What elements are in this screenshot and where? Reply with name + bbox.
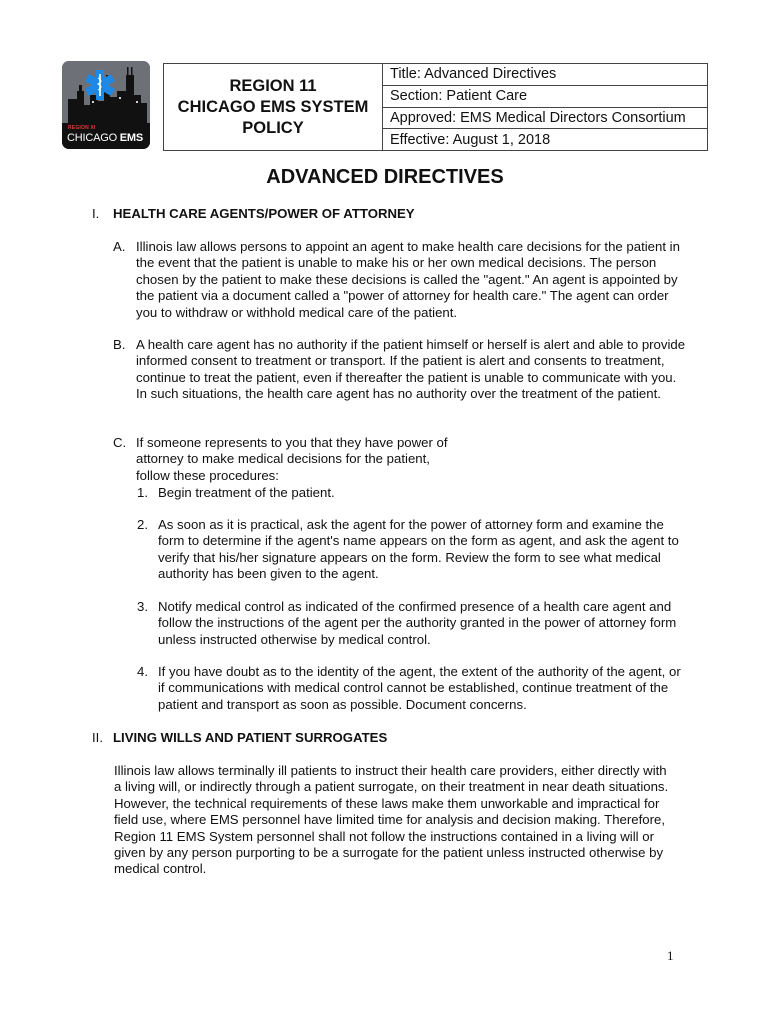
section-number: I. (92, 206, 100, 221)
item-marker: A. (113, 239, 126, 254)
list-item (113, 239, 688, 321)
step-item (137, 485, 682, 501)
document-title: ADVANCED DIRECTIVES (266, 166, 504, 188)
step-item (137, 664, 682, 713)
item-text: A health care agent has no authority if the patient himself or herself is alert and able to provide informed consent to treatment or transport. If the patient is alert and consents to treatment, continue to treat the patient, even if thereafter the patient is unable to communicate with you. In such situations, the health care agent has no authority over the treatment of the patient. (136, 337, 686, 402)
item-text: Illinois law allows persons to appoint an agent to make health care decisions for the patient in the event that the patient is unable to make his or her own medical decisions. The person chosen by the patient to make these decisions is called the "agent." An agent is appointed by the patient via a document called a "power of attorney for health care." The agent can order you to withdraw or withhold medical care of the patient. (136, 239, 680, 320)
item-marker: B. (113, 337, 126, 352)
policy-approved: Approved: EMS Medical Directors Consortium (383, 108, 707, 130)
logo-city-text: CHICAGO EMS (67, 132, 144, 144)
list-item (113, 435, 688, 484)
chicago-ems-logo (62, 61, 150, 149)
step-text: Begin treatment of the patient. (158, 485, 335, 500)
item-marker: C. (113, 435, 127, 450)
page-number: 1 (667, 948, 674, 963)
policy-system-name (164, 64, 383, 150)
section-paragraph: Illinois law allows terminally ill patients to instruct their health care providers, either directly with a living will, or indirectly through a patient surrogate, on their treatment in near death situations. However, the technical requirements of these laws make them unworkable and impractical for field use, where EMS personnel have limited time for analysis and decision making. Therefore, Region 11 EMS System personnel shall not follow the instructions contained in a living will or given by any person purporting to be a surrogate for the patient unless instructed otherwise by medical control. (114, 763, 669, 877)
policy-meta (383, 64, 707, 150)
step-text: If you have doubt as to the identity of the agent, the extent of the authority of the agent, or if communications with medical control cannot be established, continue treatment of the patient and transport as soon as possible. Document concerns. (158, 664, 681, 712)
policy-header-table (163, 63, 708, 151)
step-marker: 3. (137, 599, 148, 614)
step-marker: 1. (137, 485, 148, 500)
step-item (137, 599, 682, 648)
section-label: LIVING WILLS AND PATIENT SURROGATES (113, 730, 388, 745)
header-line-1: REGION 11 (229, 76, 317, 95)
policy-title: Title: Advanced Directives (383, 64, 707, 86)
header-line-3: POLICY (242, 118, 304, 137)
step-item (137, 517, 682, 583)
step-text: As soon as it is practical, ask the agent for the power of attorney form and examine the form to determine if the agent's name appears on the form as agent, and ask the agent to verify that his/her signature appears on the form. Review the form to see what medical authority has been given to the agent. (158, 517, 679, 582)
section-label: HEALTH CARE AGENTS/POWER OF ATTORNEY (113, 206, 415, 221)
list-item (113, 337, 688, 403)
step-text: Notify medical control as indicated of the confirmed presence of a health care agent and follow the instructions of the agent per the authority granted in the power of attorney form unless instructed otherwise by medical control. (158, 599, 677, 647)
header-line-2: CHICAGO EMS SYSTEM (177, 97, 369, 116)
step-marker: 4. (137, 664, 148, 679)
section-number: II. (92, 730, 103, 745)
policy-effective: Effective: August 1, 2018 (390, 131, 551, 148)
item-text: If someone represents to you that they have power of attorney to make medical decisions for the patient, follow these procedures: (136, 435, 448, 483)
logo-region-text: REGION XI (68, 125, 96, 131)
policy-section: Section: Patient Care (383, 86, 707, 108)
step-marker: 2. (137, 517, 148, 532)
